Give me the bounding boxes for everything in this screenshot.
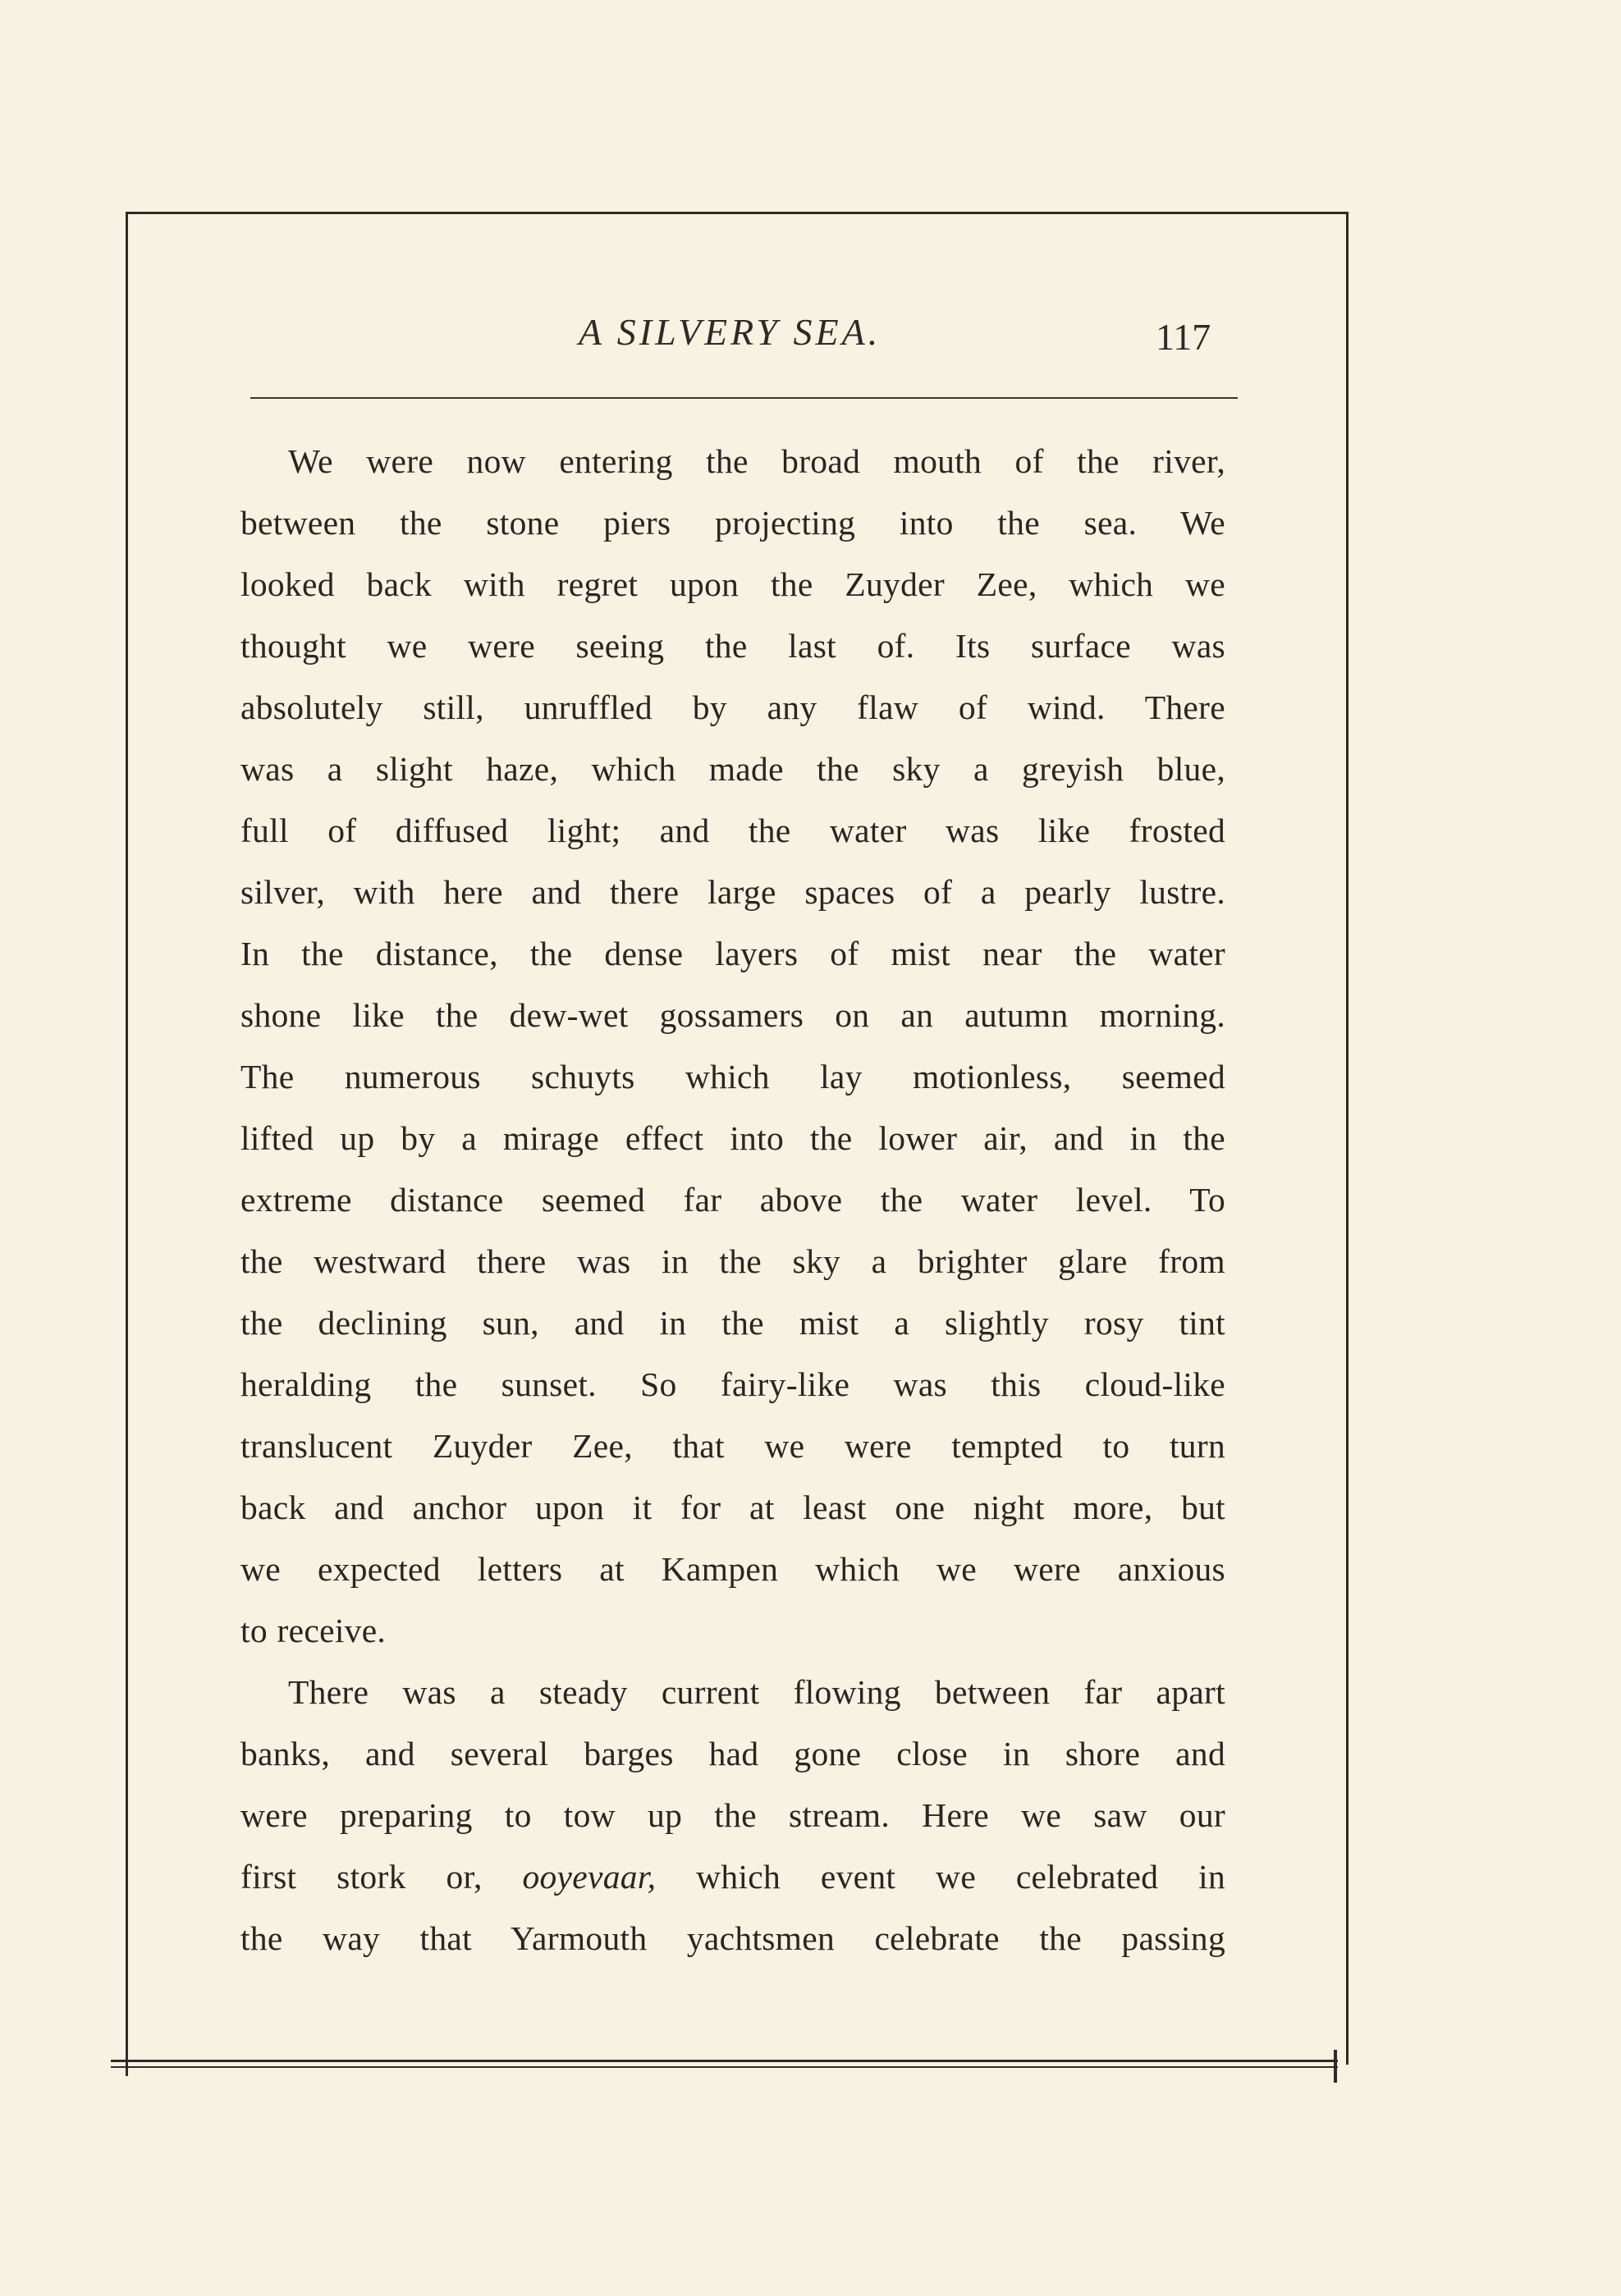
paragraph-1 (240, 431, 1225, 1662)
text-line: translucent Zuyder Zee, that we were tempted to turn (240, 1427, 1225, 1465)
text-line: the declining sun, and in the mist a slightly rosy tint (240, 1304, 1225, 1342)
paragraph-2 (240, 1662, 1225, 1969)
italic-term: ooyevaar, (522, 1858, 657, 1896)
text-segment: which event we celebrated in (656, 1858, 1225, 1896)
text-line: the westward there was in the sky a brighter glare from (240, 1242, 1225, 1280)
text-line: extreme distance seemed far above the water level. To (240, 1181, 1225, 1219)
text-line: lifted up by a mirage effect into the lower air, and in the (240, 1119, 1225, 1157)
text-line: There was a steady current flowing between far apart (288, 1673, 1225, 1711)
frame-bottom-rule (111, 2060, 1338, 2062)
text-line: shone like the dew-wet gossamers on an autumn morning. (240, 996, 1225, 1034)
text-line: thought we were seeing the last of. Its surface was (240, 627, 1225, 665)
page-number: 117 (1156, 316, 1211, 358)
text-line: to receive. (240, 1612, 387, 1649)
frame-top-rule (126, 212, 1349, 214)
running-head: A SILVERY SEA. (579, 311, 881, 353)
text-line: full of diffused light; and the water was like frosted (240, 812, 1225, 849)
frame-bottom-rule-inner (111, 2066, 1338, 2068)
text-line: was a slight haze, which made the sky a greyish blue, (240, 750, 1225, 788)
text-line-with-italic (240, 1846, 1225, 1908)
text-segment: first stork or, (240, 1858, 523, 1896)
text-line: heralding the sunset. So fairy-like was this cloud-like (240, 1365, 1225, 1403)
text-line: between the stone piers projecting into the sea. We (240, 504, 1225, 542)
text-line: back and anchor upon it for at least one night more, but (240, 1489, 1225, 1526)
text-line: were preparing to tow up the stream. Here we saw our (240, 1796, 1225, 1834)
frame-corner-mark (1334, 2050, 1337, 2083)
text-line: the way that Yarmouth yachtsmen celebrate the passing (240, 1919, 1225, 1957)
text-line: absolutely still, unruffled by any flaw of wind. There (240, 688, 1225, 726)
header-rule (250, 397, 1238, 399)
text-line: looked back with regret upon the Zuyder Zee, which we (240, 565, 1225, 603)
text-line: In the distance, the dense layers of mist near the water (240, 935, 1225, 972)
frame-right-rule (1346, 212, 1349, 2065)
text-line: silver, with here and there large spaces of a pearly lustre. (240, 873, 1225, 911)
frame-left-rule (126, 212, 128, 2076)
text-line: banks, and several barges had gone close in shore and (240, 1735, 1225, 1772)
text-line: We were now entering the broad mouth of the river, (288, 442, 1225, 480)
text-line: The numerous schuyts which lay motionless, seemed (240, 1058, 1225, 1095)
text-line: we expected letters at Kampen which we were anxious (240, 1550, 1225, 1588)
